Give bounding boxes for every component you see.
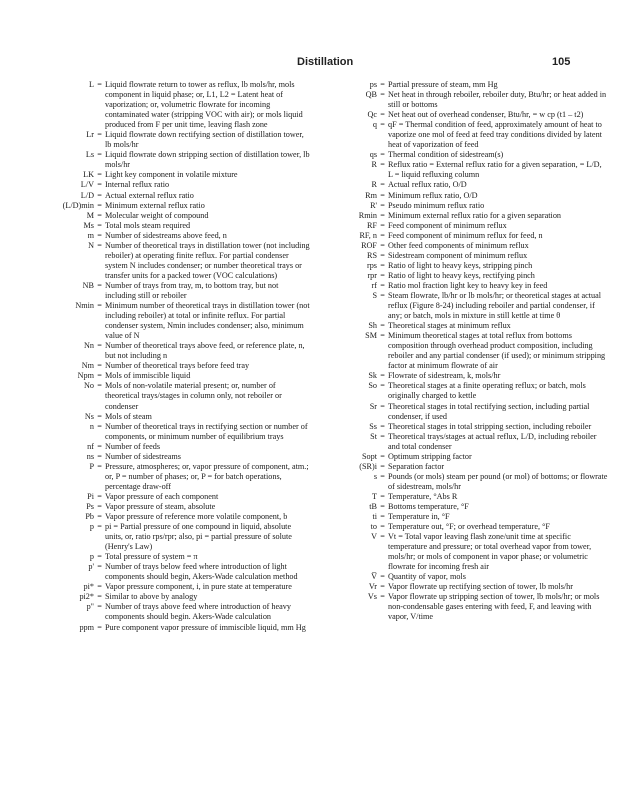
definition: Number of feeds: [105, 441, 161, 451]
nomenclature-entry: [24, 492, 310, 502]
symbol: NB: [82, 280, 94, 290]
page-header: [0, 56, 619, 72]
definition: Feed component of minimum reflux: [388, 220, 507, 230]
symbol: pi2*: [79, 592, 94, 602]
symbol: No: [83, 381, 94, 391]
definition: Vapor pressure of each component: [105, 491, 219, 501]
symbol: R': [370, 200, 377, 210]
nomenclature-entry: [323, 110, 608, 120]
symbol: Qc: [367, 110, 377, 120]
definition: Steam flowrate, lb/hr or lb mols/hr; or theoretical stages at actual reflux (Figure 8-24) including reboiler and partial condenser, if any; or batch, mols in mixture in still kettle at time θ: [388, 290, 602, 321]
symbol: n: [89, 421, 94, 431]
definition: Number of sidestreams above feed, n: [105, 230, 227, 240]
equals-sign: =: [97, 230, 102, 240]
symbol: L: [88, 80, 94, 89]
nomenclature-entry: [323, 512, 608, 522]
symbol: T: [371, 491, 377, 501]
equals-sign: =: [380, 200, 385, 210]
nomenclature-entry: [323, 80, 608, 90]
nomenclature-entry: [323, 261, 608, 271]
running-title: Distillation: [297, 56, 354, 68]
symbol: ppm: [79, 622, 94, 632]
symbol: Nm: [81, 361, 94, 371]
nomenclature-entry: [24, 341, 310, 361]
definition: Minimum theoretical stages at total reflux from bottoms composition through overhead product composition, including reboiler and any partial condenser (if used); or minimum stripping factor at minimum flowrate of air: [388, 331, 606, 371]
nomenclature-entry: [24, 301, 310, 341]
definition: Theoretical stages in total rectifying section, including partial condenser, if used: [388, 401, 590, 421]
equals-sign: =: [380, 120, 385, 130]
nomenclature-entry: [24, 512, 310, 522]
definition: Temperature in, °F: [388, 512, 450, 522]
nomenclature-entry: [24, 582, 310, 592]
definition: Vapor flowrate up rectifying section of tower, lb mols/hr: [388, 582, 573, 592]
definition: Mols of steam: [105, 411, 152, 421]
symbol: Nn: [83, 341, 94, 351]
definition: Ratio of light to heavy keys, stripping pinch: [388, 260, 533, 270]
nomenclature-entry: [323, 291, 608, 321]
equals-sign: =: [380, 290, 385, 300]
equals-sign: =: [97, 80, 102, 89]
definition: Minimum reflux ratio, O/D: [388, 190, 478, 200]
equals-sign: =: [380, 80, 385, 89]
symbol: p: [89, 522, 94, 532]
definition: Vapor pressure of steam, absolute: [105, 501, 216, 511]
symbol: ps: [369, 80, 377, 89]
nomenclature-entry: [24, 562, 310, 582]
equals-sign: =: [380, 491, 385, 501]
equals-sign: =: [380, 250, 385, 260]
symbol: (L/D)min: [62, 200, 94, 210]
nomenclature-entry: [24, 502, 310, 512]
nomenclature-entry: [323, 532, 608, 572]
definition: Separation factor: [388, 461, 445, 471]
nomenclature-entry: [24, 371, 310, 381]
nomenclature-entry: [24, 80, 310, 130]
nomenclature-entry: [24, 592, 310, 602]
equals-sign: =: [380, 471, 385, 481]
definition: Theoretical stages in total stripping section, including reboiler: [388, 421, 592, 431]
nomenclature-entry: [24, 602, 310, 622]
equals-sign: =: [380, 230, 385, 240]
symbol: ns: [86, 451, 94, 461]
equals-sign: =: [380, 451, 385, 461]
nomenclature-entry: [24, 361, 310, 371]
equals-sign: =: [380, 240, 385, 250]
definition: Ratio mol fraction light key to heavy key in feed: [388, 280, 548, 290]
symbol: tB: [369, 501, 377, 511]
definition: Number of trays above feed where introduction of heavy components should begin. Akers-Wade calculation: [105, 602, 291, 622]
nomenclature-entry: [24, 412, 310, 422]
equals-sign: =: [97, 411, 102, 421]
nomenclature-entry: [323, 462, 608, 472]
equals-sign: =: [380, 160, 385, 170]
equals-sign: =: [97, 180, 102, 190]
symbol: Ms: [83, 220, 94, 230]
equals-sign: =: [97, 341, 102, 351]
nomenclature-entry: [24, 462, 310, 492]
definition: Bottoms temperature, °F: [388, 501, 469, 511]
equals-sign: =: [97, 381, 102, 391]
nomenclature-entry: [323, 522, 608, 532]
nomenclature-entry: [323, 422, 608, 432]
definition: Liquid flowrate return to tower as reflux, lb mols/hr, mols component in liquid phase; or, L1, L2 = Latent heat of vaporization; or, volumetric flowrate for incoming contaminated water (stripping VOC with air); or mols liquid produced from F per unit time, leaving flash zone: [105, 80, 303, 130]
symbol: Vs: [367, 592, 377, 602]
definition: Number of trays below feed where introduction of light components should begin, Akers-Wade calculation method: [105, 562, 298, 582]
symbol: St: [370, 431, 377, 441]
equals-sign: =: [380, 401, 385, 411]
nomenclature-entry: [24, 442, 310, 452]
equals-sign: =: [380, 461, 385, 471]
symbol: N: [88, 240, 94, 250]
definition: Thermal condition of sidestream(s): [388, 150, 504, 160]
symbol: SM: [365, 331, 377, 341]
symbol: V: [371, 532, 377, 542]
equals-sign: =: [380, 150, 385, 160]
equals-sign: =: [380, 582, 385, 592]
definition: Temperature, °Abs R: [388, 491, 458, 501]
equals-sign: =: [97, 461, 102, 471]
symbol: RF, n: [359, 230, 377, 240]
equals-sign: =: [97, 220, 102, 230]
definition: Molecular weight of compound: [105, 210, 209, 220]
page-number: 105: [552, 56, 571, 68]
equals-sign: =: [97, 592, 102, 602]
nomenclature-entry: [24, 231, 310, 241]
nomenclature-entry: [323, 221, 608, 231]
nomenclature-entry: [323, 331, 608, 371]
definition: Liquid flowrate down stripping section of distillation tower, lb mols/hr: [105, 150, 310, 170]
symbol: Rmin: [358, 210, 377, 220]
definition: Quantity of vapor, mols: [388, 572, 466, 582]
definition: Mols of non-volatile material present; or, number of theoretical trays/stages in column only, not reboiler or condenser: [105, 381, 282, 411]
symbol: So: [368, 381, 377, 391]
symbol: RF: [366, 220, 377, 230]
nomenclature-entry: [323, 271, 608, 281]
definition: qF = Thermal condition of feed, approximately amount of heat to vaporize one mol of feed at feed tray conditions divided by latent heat of vaporization of feed: [388, 120, 602, 150]
symbol: Ns: [84, 411, 94, 421]
symbol: s: [373, 471, 377, 481]
nomenclature-right-column: [323, 80, 608, 623]
nomenclature-entry: [323, 120, 608, 150]
symbol: V̅: [371, 572, 377, 582]
nomenclature-entry: [24, 522, 310, 552]
symbol: qs: [369, 150, 377, 160]
symbol: R: [371, 160, 377, 170]
equals-sign: =: [380, 532, 385, 542]
definition: Pressure, atmospheres; or, vapor pressure of component, atm.; or, P = number of phases; or, P = for batch operations, percentage draw-off: [105, 461, 309, 491]
definition: Number of sidestreams: [105, 451, 181, 461]
equals-sign: =: [97, 150, 102, 160]
nomenclature-entry: [323, 231, 608, 241]
nomenclature-entry: [24, 281, 310, 301]
symbol: LK: [83, 170, 94, 180]
definition: Pure component vapor pressure of immiscible liquid, mm Hg: [105, 622, 306, 632]
nomenclature-entry: [323, 452, 608, 462]
equals-sign: =: [380, 572, 385, 582]
symbol: L/V: [80, 180, 94, 190]
symbol: rpr: [367, 270, 377, 280]
nomenclature-entry: [323, 381, 608, 401]
symbol: Ls: [85, 150, 94, 160]
definition: Temperature out, °F; or overhead temperature, °F: [388, 522, 550, 532]
nomenclature-entry: [24, 221, 310, 231]
symbol: rf: [371, 280, 377, 290]
equals-sign: =: [380, 190, 385, 200]
symbol: Pb: [85, 512, 94, 522]
nomenclature-entry: [323, 150, 608, 160]
symbol: ti: [372, 512, 377, 522]
definition: Pounds (or mols) steam per pound (or mol) of bottoms; or flowrate of sidestream, mols/hr: [388, 471, 608, 491]
equals-sign: =: [380, 371, 385, 381]
symbol: to: [370, 522, 377, 532]
symbol: Nmin: [75, 301, 94, 311]
equals-sign: =: [97, 622, 102, 632]
equals-sign: =: [380, 512, 385, 522]
equals-sign: =: [97, 240, 102, 250]
definition: Number of trays from tray, m, to bottom tray, but not including still or reboiler: [105, 280, 279, 300]
equals-sign: =: [97, 441, 102, 451]
nomenclature-entry: [323, 201, 608, 211]
equals-sign: =: [97, 582, 102, 592]
equals-sign: =: [380, 381, 385, 391]
symbol: p': [88, 562, 94, 572]
nomenclature-entry: [323, 472, 608, 492]
equals-sign: =: [97, 562, 102, 572]
nomenclature-entry: [323, 191, 608, 201]
definition: Minimum external reflux ratio for a given separation: [388, 210, 562, 220]
symbol: Npm: [77, 371, 94, 381]
nomenclature-entry: [323, 211, 608, 221]
symbol: ROF: [361, 240, 377, 250]
nomenclature-entry: [24, 191, 310, 201]
nomenclature-entry: [323, 251, 608, 261]
symbol: QB: [365, 90, 377, 100]
equals-sign: =: [380, 220, 385, 230]
definition: pi = Partial pressure of one compound in liquid, absolute units, or, ratio rps/rpr; also, pi = partial pressure of solute (Henry's Law): [105, 522, 292, 552]
nomenclature-entry: [24, 211, 310, 221]
nomenclature-entry: [24, 180, 310, 190]
definition: Minimum external reflux ratio: [105, 200, 205, 210]
definition: Theoretical stages at minimum reflux: [388, 321, 511, 331]
symbol: Ps: [86, 501, 94, 511]
definition: Light key component in volatile mixture: [105, 170, 238, 180]
nomenclature-entry: [323, 582, 608, 592]
nomenclature-entry: [24, 201, 310, 211]
nomenclature-entry: [323, 572, 608, 582]
definition: Number of theoretical trays before feed tray: [105, 361, 250, 371]
definition: Number of theoretical trays in rectifying section or number of components, or minimum number of equilibrium trays: [105, 421, 308, 441]
symbol: p": [86, 602, 94, 612]
symbol: RS: [366, 250, 377, 260]
equals-sign: =: [380, 280, 385, 290]
equals-sign: =: [97, 552, 102, 562]
equals-sign: =: [97, 280, 102, 290]
equals-sign: =: [97, 491, 102, 501]
nomenclature-entry: [24, 381, 310, 411]
equals-sign: =: [97, 301, 102, 311]
symbol: M: [86, 210, 94, 220]
nomenclature-entry: [323, 432, 608, 452]
nomenclature-left-column: [24, 80, 310, 633]
symbol: rps: [366, 260, 377, 270]
definition: Reflux ratio = External reflux ratio for a given separation, = L/D, L = liquid refluxing column: [388, 160, 602, 180]
definition: Partial pressure of steam, mm Hg: [388, 80, 498, 89]
equals-sign: =: [97, 361, 102, 371]
equals-sign: =: [380, 110, 385, 120]
definition: Internal reflux ratio: [105, 180, 170, 190]
definition: Number of theoretical trays in distillation tower (not including reboiler) at operating finite reflux. For partial condenser system N includes condenser; or number theoretical trays or transfer units for a packed tower (VOC calculations): [105, 240, 310, 280]
equals-sign: =: [380, 260, 385, 270]
equals-sign: =: [380, 180, 385, 190]
symbol: Pi: [87, 491, 94, 501]
definition: Actual external reflux ratio: [105, 190, 194, 200]
symbol: Ss: [369, 421, 377, 431]
definition: Net heat out of overhead condenser, Btu/hr, = w cp (t1 – t2): [388, 110, 584, 120]
nomenclature-entry: [323, 371, 608, 381]
definition: Net heat in through reboiler, reboiler duty, Btu/hr; or heat added in still or bottoms: [388, 90, 607, 110]
definition: Liquid flowrate down rectifying section of distillation tower, lb mols/hr: [105, 130, 304, 150]
symbol: p: [89, 552, 94, 562]
nomenclature-entry: [323, 502, 608, 512]
nomenclature-entry: [323, 492, 608, 502]
symbol: L/D: [80, 190, 94, 200]
definition: Theoretical stages at a finite operating reflux; or batch, mols originally charged to kettle: [388, 381, 586, 401]
nomenclature-entry: [24, 422, 310, 442]
definition: Similar to above by analogy: [105, 592, 198, 602]
equals-sign: =: [380, 90, 385, 100]
nomenclature-entry: [323, 281, 608, 291]
definition: Total mols steam required: [105, 220, 191, 230]
definition: Optimum stripping factor: [388, 451, 472, 461]
definition: Minimum number of theoretical trays in distillation tower (not including reboiler) at total or infinite reflux. For partial condenser system, Nmin includes condenser; also, minimum value of N: [105, 301, 310, 341]
definition: Feed component of minimum reflux for feed, n: [388, 230, 543, 240]
equals-sign: =: [380, 331, 385, 341]
definition: Other feed components of minimum reflux: [388, 240, 529, 250]
nomenclature-entry: [24, 150, 310, 170]
definition: Pseudo minimum reflux ratio: [388, 200, 485, 210]
definition: Vapor pressure component, i, in pure state at temperature: [105, 582, 292, 592]
equals-sign: =: [97, 170, 102, 180]
symbol: Sh: [368, 321, 377, 331]
nomenclature-entry: [24, 130, 310, 150]
nomenclature-entry: [323, 180, 608, 190]
definition: Ratio of light to heavy keys, rectifying pinch: [388, 270, 535, 280]
equals-sign: =: [97, 200, 102, 210]
equals-sign: =: [380, 321, 385, 331]
equals-sign: =: [97, 210, 102, 220]
nomenclature-entry: [24, 452, 310, 462]
nomenclature-entry: [323, 90, 608, 110]
symbol: (SR)i: [359, 461, 377, 471]
equals-sign: =: [97, 190, 102, 200]
symbol: Sopt: [361, 451, 377, 461]
nomenclature-entry: [24, 623, 310, 633]
definition: Vapor flowrate up stripping section of tower, lb mols/hr; or mols non-condensable gases entering with feed, F, and leaving with vapor, V/time: [388, 592, 600, 622]
symbol: Lr: [86, 130, 94, 140]
definition: Vt = Total vapor leaving flash zone/unit time at specific temperature and pressure; or total overhead vapor from tower, mols/hr; or mols of component in vapor phase; or volumetric flowrate for incoming fresh air: [388, 532, 592, 572]
definition: Mols of immiscible liquid: [105, 371, 191, 381]
equals-sign: =: [97, 512, 102, 522]
definition: Actual reflux ratio, O/D: [388, 180, 467, 190]
equals-sign: =: [380, 431, 385, 441]
definition: Total pressure of system = π: [105, 552, 198, 562]
symbol: m: [87, 230, 94, 240]
equals-sign: =: [380, 592, 385, 602]
symbol: Sk: [368, 371, 377, 381]
nomenclature-entry: [323, 402, 608, 422]
equals-sign: =: [97, 501, 102, 511]
equals-sign: =: [97, 130, 102, 140]
equals-sign: =: [97, 522, 102, 532]
symbol: Sr: [369, 401, 377, 411]
definition: Number of theoretical trays above feed, or reference plate, n, but not including n: [105, 341, 305, 361]
symbol: q: [372, 120, 377, 130]
symbol: pi*: [83, 582, 94, 592]
symbol: nf: [87, 441, 94, 451]
nomenclature-entry: [323, 321, 608, 331]
nomenclature-entry: [24, 552, 310, 562]
equals-sign: =: [97, 602, 102, 612]
symbol: S: [372, 290, 377, 300]
definition: Flowrate of sidestream, k, mols/hr: [388, 371, 501, 381]
symbol: Vr: [368, 582, 377, 592]
equals-sign: =: [97, 451, 102, 461]
definition: Sidestream component of minimum reflux: [388, 250, 528, 260]
nomenclature-entry: [323, 592, 608, 622]
symbol: R: [371, 180, 377, 190]
nomenclature-entry: [323, 160, 608, 180]
symbol: P: [89, 461, 94, 471]
definition: Theoretical trays/stages at actual reflux, L/D, including reboiler and total condenser: [388, 431, 597, 451]
equals-sign: =: [380, 270, 385, 280]
definition: Vapor pressure of reference more volatile component, b: [105, 512, 288, 522]
equals-sign: =: [380, 210, 385, 220]
equals-sign: =: [97, 371, 102, 381]
nomenclature-entry: [24, 170, 310, 180]
nomenclature-entry: [323, 241, 608, 251]
nomenclature-entry: [24, 241, 310, 281]
equals-sign: =: [380, 501, 385, 511]
equals-sign: =: [380, 421, 385, 431]
equals-sign: =: [380, 522, 385, 532]
symbol: Rm: [365, 190, 377, 200]
equals-sign: =: [97, 421, 102, 431]
